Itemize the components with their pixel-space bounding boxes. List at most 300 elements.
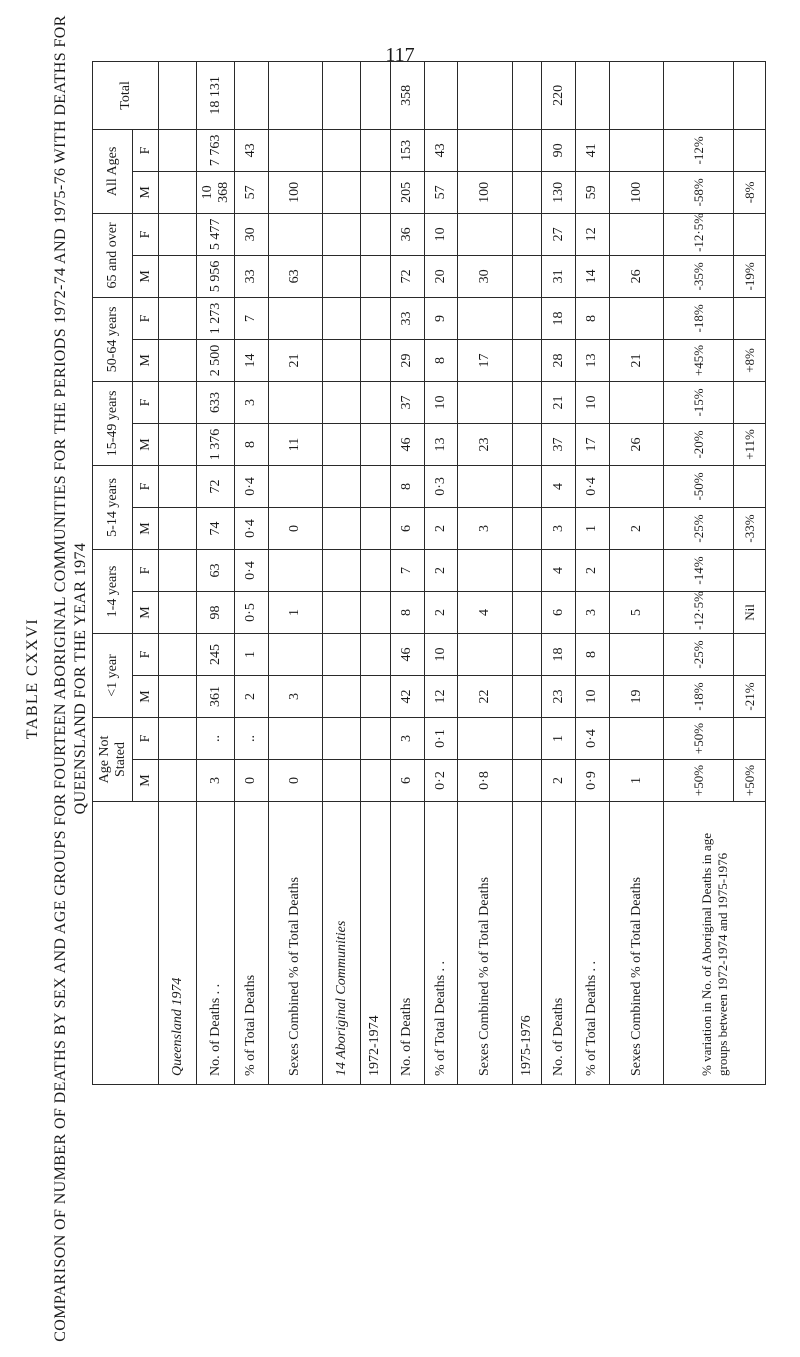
table-cell: 46 <box>390 423 424 465</box>
table-cell: 5 <box>609 591 663 633</box>
table-cell: 63 <box>197 549 234 591</box>
table-cell <box>322 591 360 633</box>
table-cell <box>734 213 766 255</box>
row-label: 1972-1974 <box>361 802 390 1085</box>
table-cell <box>512 675 541 717</box>
table-cell <box>361 381 390 423</box>
table-cell <box>512 339 541 381</box>
table-subtitle: QUEENSLAND FOR THE YEAR 1974 <box>72 542 89 815</box>
table-cell <box>159 381 197 423</box>
table-cell <box>512 213 541 255</box>
sex-female-header: F <box>133 381 159 423</box>
table-cell: 2 <box>424 591 458 633</box>
table-cell <box>512 381 541 423</box>
table-cell: 8 <box>390 591 424 633</box>
table-cell <box>609 213 663 255</box>
table-cell: 14 <box>576 255 610 297</box>
table-cell: +50% <box>664 760 734 802</box>
table-cell: 20 <box>424 255 458 297</box>
table-cell: 245 <box>197 633 234 675</box>
table-cell: 3 <box>234 381 268 423</box>
table-cell <box>458 549 512 591</box>
sex-male-header: M <box>133 171 159 213</box>
table-cell: 14 <box>234 339 268 381</box>
row-label: 14 Aboriginal Communities <box>322 802 360 1085</box>
table-cell: 37 <box>542 423 576 465</box>
table-cell <box>361 549 390 591</box>
table-cell: -8% <box>734 171 766 213</box>
table-cell <box>609 465 663 507</box>
table-cell: 4 <box>542 465 576 507</box>
table-cell: 18 <box>542 297 576 339</box>
table-cell <box>322 675 360 717</box>
table-cell: 72 <box>390 255 424 297</box>
table-cell: 37 <box>390 381 424 423</box>
table-cell: 153 <box>390 129 424 171</box>
table-cell <box>234 61 268 129</box>
table-cell: 28 <box>542 339 576 381</box>
table-cell: 10 368 <box>197 171 234 213</box>
table-cell <box>458 61 512 129</box>
table-cell <box>664 61 734 129</box>
table-cell: -25% <box>664 507 734 549</box>
col-group-under-1-year: <1 year <box>93 633 133 717</box>
table-cell: -12·5% <box>664 213 734 255</box>
sex-female-header: F <box>133 465 159 507</box>
table-cell <box>268 61 322 129</box>
table-cell: .. <box>234 717 268 759</box>
col-group-50-64-years: 50-64 years <box>93 297 133 381</box>
table-cell: 63 <box>268 255 322 297</box>
table-cell <box>159 717 197 759</box>
table-cell <box>512 633 541 675</box>
table-cell <box>361 423 390 465</box>
table-cell: 0 <box>234 760 268 802</box>
row-label: 1975-1976 <box>512 802 541 1085</box>
table-cell: 41 <box>576 129 610 171</box>
table-cell: 31 <box>542 255 576 297</box>
table-cell <box>734 717 766 759</box>
table-cell: 0·3 <box>424 465 458 507</box>
table-cell: 13 <box>424 423 458 465</box>
table-row <box>664 61 734 1084</box>
table-cell: 21 <box>268 339 322 381</box>
sex-female-header: F <box>133 549 159 591</box>
table-row <box>390 61 424 1084</box>
table-row <box>322 61 360 1084</box>
table-cell <box>576 61 610 129</box>
table-cell <box>322 381 360 423</box>
table-cell: 2 <box>542 760 576 802</box>
table-cell: 1 <box>268 591 322 633</box>
sex-female-header: F <box>133 297 159 339</box>
table-cell: +8% <box>734 339 766 381</box>
sex-female-header: F <box>133 633 159 675</box>
table-cell: 6 <box>542 591 576 633</box>
table-cell: 8 <box>576 297 610 339</box>
table-cell: 9 <box>424 297 458 339</box>
table-cell: 0·4 <box>234 507 268 549</box>
table-cell: +11% <box>734 423 766 465</box>
table-cell <box>322 507 360 549</box>
table-cell: 13 <box>576 339 610 381</box>
table-cell: 2 <box>424 507 458 549</box>
table-cell <box>458 465 512 507</box>
table-cell <box>609 129 663 171</box>
table-cell: +50% <box>664 717 734 759</box>
sex-male-header: M <box>133 423 159 465</box>
table-cell: -50% <box>664 465 734 507</box>
row-label: Queensland 1974 <box>159 802 197 1085</box>
table-cell <box>268 465 322 507</box>
sex-female-header: F <box>133 717 159 759</box>
table-cell: 1 <box>609 760 663 802</box>
table-cell: 22 <box>458 675 512 717</box>
table-cell: 0·4 <box>576 717 610 759</box>
table-cell: 4 <box>458 591 512 633</box>
table-cell <box>268 213 322 255</box>
table-cell: 358 <box>390 61 424 129</box>
table-title: COMPARISON OF NUMBER OF DEATHS BY SEX AND AGE GROUPS FOR FOURTEEN ABORIGINAL COMMUNITIES FOR THE PERIODS 1972-74 AND 1975-76 WITH DEATHS FOR <box>52 15 69 1342</box>
row-label: % of Total Deaths . . <box>576 802 610 1085</box>
table-cell: 98 <box>197 591 234 633</box>
table-cell: +45% <box>664 339 734 381</box>
table-cell <box>361 633 390 675</box>
table-cell: 205 <box>390 171 424 213</box>
table-cell <box>159 507 197 549</box>
table-cell: 2 500 <box>197 339 234 381</box>
col-group-5-14-years: 5-14 years <box>93 465 133 549</box>
table-cell: 17 <box>458 339 512 381</box>
table-cell <box>512 61 541 129</box>
table-cell <box>361 465 390 507</box>
table-cell: 2 <box>424 549 458 591</box>
table-cell: 18 <box>542 633 576 675</box>
table-cell <box>609 381 663 423</box>
table-cell: 3 <box>390 717 424 759</box>
table-cell: -35% <box>664 255 734 297</box>
table-cell <box>609 717 663 759</box>
table-cell: 10 <box>576 675 610 717</box>
table-cell: 42 <box>390 675 424 717</box>
table-cell <box>458 129 512 171</box>
table-cell: 26 <box>609 255 663 297</box>
table-cell: 57 <box>424 171 458 213</box>
table-cell <box>512 129 541 171</box>
table-cell: 0·8 <box>458 760 512 802</box>
table-cell: 18 131 <box>197 61 234 129</box>
table-cell: 10 <box>424 633 458 675</box>
table-cell: 33 <box>390 297 424 339</box>
table-cell: 6 <box>390 507 424 549</box>
table-cell: 1 <box>542 717 576 759</box>
table-cell <box>322 213 360 255</box>
table-cell: -12·5% <box>664 591 734 633</box>
table-cell: 2 <box>576 549 610 591</box>
table-cell <box>322 760 360 802</box>
table-cell: 4 <box>542 549 576 591</box>
table-cell <box>159 129 197 171</box>
table-cell <box>268 381 322 423</box>
table-cell: -33% <box>734 507 766 549</box>
table-cell <box>159 675 197 717</box>
table-body <box>159 61 766 1084</box>
table-cell <box>512 591 541 633</box>
table-cell <box>609 549 663 591</box>
table-cell: 57 <box>234 171 268 213</box>
table-cell <box>424 61 458 129</box>
table-cell: 23 <box>458 423 512 465</box>
table-cell <box>361 339 390 381</box>
table-cell <box>734 381 766 423</box>
table-cell <box>512 465 541 507</box>
table-cell <box>512 297 541 339</box>
table-cell <box>512 507 541 549</box>
sex-female-header: F <box>133 129 159 171</box>
table-cell <box>458 633 512 675</box>
table-cell: -14% <box>664 549 734 591</box>
table-cell <box>512 760 541 802</box>
table-cell <box>512 423 541 465</box>
table-row <box>542 61 576 1084</box>
table-cell: 0·1 <box>424 717 458 759</box>
table-cell: .. <box>197 717 234 759</box>
table-cell: 5 477 <box>197 213 234 255</box>
table-cell <box>159 213 197 255</box>
table-cell: 33 <box>234 255 268 297</box>
table-cell: -21% <box>734 675 766 717</box>
table-cell: -18% <box>664 297 734 339</box>
table-cell: 100 <box>609 171 663 213</box>
row-label: No. of Deaths . . <box>197 802 234 1085</box>
table-cell <box>458 297 512 339</box>
table-cell: -18% <box>664 675 734 717</box>
table-cell <box>159 465 197 507</box>
table-row <box>361 61 390 1084</box>
table-cell <box>361 255 390 297</box>
table-cell: 7 <box>234 297 268 339</box>
table-cell: 74 <box>197 507 234 549</box>
table-cell <box>322 423 360 465</box>
table-cell: 2 <box>234 675 268 717</box>
table-cell: -20% <box>664 423 734 465</box>
table-row <box>424 61 458 1084</box>
table-cell: 12 <box>424 675 458 717</box>
table-cell <box>322 339 360 381</box>
table-cell <box>159 633 197 675</box>
table-cell: 0 <box>268 760 322 802</box>
table-cell: 23 <box>542 675 576 717</box>
table-cell <box>159 760 197 802</box>
table-cell: 10 <box>424 381 458 423</box>
table-cell <box>159 549 197 591</box>
table-cell: 21 <box>542 381 576 423</box>
table-cell: 0 <box>268 507 322 549</box>
table-cell <box>322 129 360 171</box>
table-cell <box>458 717 512 759</box>
table-cell: 46 <box>390 633 424 675</box>
table-cell: 30 <box>458 255 512 297</box>
table-cell: 100 <box>268 171 322 213</box>
table-cell <box>159 339 197 381</box>
table-cell: 8 <box>390 465 424 507</box>
table-cell <box>361 760 390 802</box>
page-number: 117 <box>385 44 415 66</box>
table-cell: 26 <box>609 423 663 465</box>
table-row <box>234 61 268 1084</box>
col-group-all-ages: All Ages <box>93 129 133 213</box>
table-cell <box>512 255 541 297</box>
table-cell: 5 956 <box>197 255 234 297</box>
row-header-stub <box>93 802 159 1085</box>
table-cell <box>512 717 541 759</box>
table-cell: 0·4 <box>234 465 268 507</box>
table-cell: 30 <box>234 213 268 255</box>
table-cell <box>159 171 197 213</box>
sex-male-header: M <box>133 591 159 633</box>
table-cell: 3 <box>458 507 512 549</box>
table-row <box>268 61 322 1084</box>
table-cell <box>322 297 360 339</box>
table-cell <box>734 61 766 129</box>
table-cell: -15% <box>664 381 734 423</box>
table-cell <box>361 171 390 213</box>
row-label: No. of Deaths <box>390 802 424 1085</box>
table-cell <box>458 213 512 255</box>
table-cell: 10 <box>424 213 458 255</box>
table-cell <box>159 297 197 339</box>
table-cell <box>734 633 766 675</box>
table-cell <box>322 61 360 129</box>
table-cell <box>361 675 390 717</box>
table-cell: 8 <box>234 423 268 465</box>
col-group-1-4-years: 1-4 years <box>93 549 133 633</box>
table-cell: 3 <box>576 591 610 633</box>
table-cell <box>268 717 322 759</box>
table-cell <box>268 129 322 171</box>
table-cell: 3 <box>542 507 576 549</box>
table-cell: 10 <box>576 381 610 423</box>
table-cell: 21 <box>609 339 663 381</box>
table-cell: 1 <box>234 633 268 675</box>
col-total: Total <box>93 61 159 129</box>
table-cell: 59 <box>576 171 610 213</box>
sex-male-header: M <box>133 675 159 717</box>
table-cell <box>361 129 390 171</box>
table-cell: -12% <box>664 129 734 171</box>
table-cell <box>458 381 512 423</box>
table-cell <box>361 717 390 759</box>
table-cell <box>322 465 360 507</box>
table-row <box>458 61 512 1084</box>
sex-female-header: F <box>133 213 159 255</box>
table-cell <box>322 633 360 675</box>
table-cell: 3 <box>197 760 234 802</box>
row-label: % of Total Deaths . . <box>424 802 458 1085</box>
table-cell: 43 <box>424 129 458 171</box>
table-cell <box>322 171 360 213</box>
row-label: % variation in No. of Aboriginal Deaths in age groups between 1972-1974 and 1975-1976 <box>664 802 766 1085</box>
table-cell: 1 273 <box>197 297 234 339</box>
table-cell: -25% <box>664 633 734 675</box>
table-row <box>512 61 541 1084</box>
table-cell <box>609 633 663 675</box>
table-cell: 7 763 <box>197 129 234 171</box>
table-cell: 19 <box>609 675 663 717</box>
table-cell: 100 <box>458 171 512 213</box>
row-label: Sexes Combined % of Total Deaths <box>268 802 322 1085</box>
table-cell: 12 <box>576 213 610 255</box>
table-cell: Nil <box>734 591 766 633</box>
table-cell <box>322 717 360 759</box>
table-cell <box>361 297 390 339</box>
table-cell <box>734 465 766 507</box>
table-cell: 43 <box>234 129 268 171</box>
table-cell: 0·4 <box>234 549 268 591</box>
table-cell <box>734 549 766 591</box>
table-cell <box>361 591 390 633</box>
table-row <box>197 61 234 1084</box>
deaths-table <box>92 62 766 1085</box>
table-cell: 29 <box>390 339 424 381</box>
table-cell: 36 <box>390 213 424 255</box>
table-cell: 11 <box>268 423 322 465</box>
row-label: No. of Deaths <box>542 802 576 1085</box>
table-cell: -58% <box>664 171 734 213</box>
sex-male-header: M <box>133 255 159 297</box>
table-cell: 0·2 <box>424 760 458 802</box>
col-group-age-not-stated: Age Not Stated <box>93 717 133 801</box>
table-label: TABLE CXXVI <box>24 617 41 740</box>
table-cell: 220 <box>542 61 576 129</box>
table-cell <box>361 213 390 255</box>
table-cell <box>268 633 322 675</box>
table-cell <box>609 61 663 129</box>
table-cell <box>361 507 390 549</box>
table-cell <box>361 61 390 129</box>
table-cell <box>159 423 197 465</box>
sex-male-header: M <box>133 507 159 549</box>
table-cell <box>159 591 197 633</box>
table-cell <box>268 549 322 591</box>
table-row <box>609 61 663 1084</box>
row-label: Sexes Combined % of Total Deaths <box>609 802 663 1085</box>
table-cell <box>322 549 360 591</box>
table-cell: 0·4 <box>576 465 610 507</box>
table-cell: 27 <box>542 213 576 255</box>
table-cell <box>512 549 541 591</box>
table-cell: 6 <box>390 760 424 802</box>
table-cell <box>609 297 663 339</box>
table-cell: 130 <box>542 171 576 213</box>
row-label: Sexes Combined % of Total Deaths <box>458 802 512 1085</box>
table-cell: 0·5 <box>234 591 268 633</box>
table-cell: 72 <box>197 465 234 507</box>
table-cell: 90 <box>542 129 576 171</box>
table-cell: 0·9 <box>576 760 610 802</box>
table-cell: 1 <box>576 507 610 549</box>
table-cell <box>268 297 322 339</box>
table-cell: 361 <box>197 675 234 717</box>
table-cell: 633 <box>197 381 234 423</box>
table-cell: 7 <box>390 549 424 591</box>
table-cell: 17 <box>576 423 610 465</box>
table-cell <box>734 129 766 171</box>
row-label: % of Total Deaths <box>234 802 268 1085</box>
table-cell <box>322 255 360 297</box>
table-cell: 8 <box>424 339 458 381</box>
table-cell: +50% <box>734 760 766 802</box>
